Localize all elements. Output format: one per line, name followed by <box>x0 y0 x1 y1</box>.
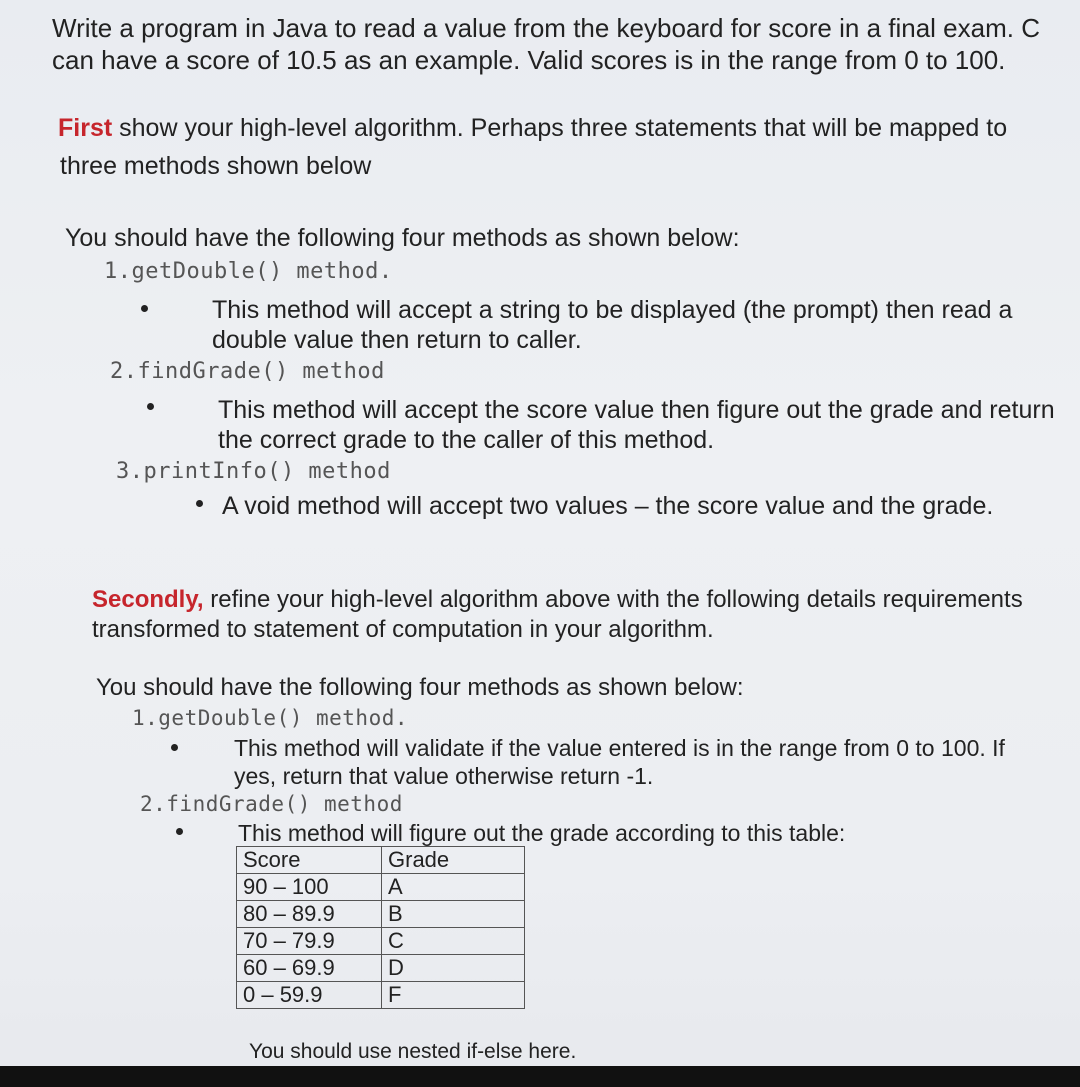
grade-cell: A <box>382 874 525 901</box>
screen-bezel <box>0 1066 1080 1087</box>
bullet-icon <box>196 500 203 507</box>
second-paragraph-line-1 <box>92 586 1023 614</box>
section1-method-3-desc-1: A void method will accept two values – the score value and the grade. <box>222 492 994 520</box>
section2-heading: You should have the following four methods as shown below: <box>96 674 744 701</box>
section2-method-2-desc-1: This method will figure out the grade according to this table: <box>238 820 846 846</box>
grade-cell: B <box>382 901 525 928</box>
footer-note: You should use nested if-else here. <box>249 1040 577 1063</box>
section1-heading: You should have the following four methods as shown below: <box>65 224 740 252</box>
section2-method-1-name: 1.getDouble() method. <box>132 706 409 730</box>
bullet-icon <box>141 305 148 312</box>
first-label: First <box>58 114 113 142</box>
section1-method-2-desc-1: This method will accept the score value then figure out the grade and return <box>218 396 1055 424</box>
grade-table-header-grade: Grade <box>382 847 525 874</box>
section1-method-2-name: 2.findGrade() method <box>110 359 385 384</box>
table-row <box>237 982 525 1009</box>
table-row <box>237 901 525 928</box>
score-cell: 70 – 79.9 <box>237 928 382 955</box>
grade-cell: C <box>382 928 525 955</box>
first-paragraph-line-2: three methods shown below <box>60 152 372 180</box>
second-paragraph-line-2: transformed to statement of computation in your algorithm. <box>92 616 714 643</box>
grade-table-header-score: Score <box>237 847 382 874</box>
score-cell: 90 – 100 <box>237 874 382 901</box>
bullet-icon <box>171 744 178 751</box>
grade-table-header-row <box>237 847 525 874</box>
section1-method-1-name: 1.getDouble() method. <box>104 259 393 284</box>
bullet-icon <box>147 403 154 410</box>
grade-cell: D <box>382 955 525 982</box>
section1-method-1-desc-2: double value then return to caller. <box>212 326 582 354</box>
intro-line-1: Write a program in Java to read a value from the keyboard for score in a final exam. C <box>52 13 1040 43</box>
score-cell: 0 – 59.9 <box>237 982 382 1009</box>
score-cell: 80 – 89.9 <box>237 901 382 928</box>
second-label: Secondly, <box>92 586 204 613</box>
section2-method-1-desc-2: yes, return that value otherwise return -1. <box>234 763 654 789</box>
first-line-1-text: show your high-level algorithm. Perhaps three statements that will be mapped to <box>112 114 1008 142</box>
table-row <box>237 955 525 982</box>
bullet-icon <box>176 828 183 835</box>
section2-method-2-name: 2.findGrade() method <box>140 792 403 816</box>
first-paragraph-line-1 <box>58 114 1007 142</box>
second-line-1-text: refine your high-level algorithm above with the following details requirements <box>203 586 1023 613</box>
score-cell: 60 – 69.9 <box>237 955 382 982</box>
section1-method-1-desc-1: This method will accept a string to be displayed (the prompt) then read a <box>212 296 1013 324</box>
section2-method-1-desc-1: This method will validate if the value entered is in the range from 0 to 100. If <box>234 735 1005 761</box>
intro-line-2: can have a score of 10.5 as an example. Valid scores is in the range from 0 to 100. <box>52 45 1006 75</box>
section1-method-2-desc-2: the correct grade to the caller of this method. <box>218 426 715 454</box>
grade-cell: F <box>382 982 525 1009</box>
section1-method-3-name: 3.printInfo() method <box>116 459 391 484</box>
table-row <box>237 874 525 901</box>
grade-table <box>236 846 525 1009</box>
table-row <box>237 928 525 955</box>
